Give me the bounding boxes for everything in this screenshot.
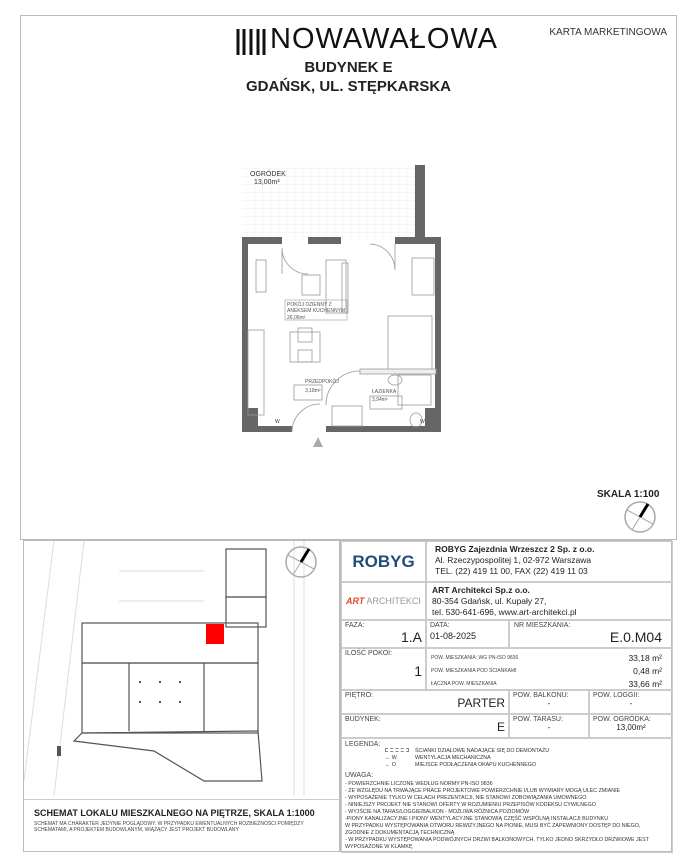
site-plan bbox=[24, 541, 341, 796]
pow-iso-label: POW. MIESZKANIA: WG PN-ISO 9836 bbox=[431, 654, 519, 661]
balkon-label: POW. BALKONU: bbox=[513, 692, 569, 699]
faza-label: FAZA: bbox=[345, 622, 365, 629]
living-label-2: ANEKSEM KUCHENNYM bbox=[287, 308, 346, 314]
architect-address: 80-354 Gdańsk, ul. Kupały 27, bbox=[432, 596, 547, 606]
pow-total-value: 33,66 m² bbox=[628, 678, 662, 689]
balkon-value: - bbox=[547, 699, 551, 708]
data-label: DATA: bbox=[430, 622, 450, 629]
budynek-label: BUDYNEK: bbox=[345, 716, 381, 723]
schema-note-1: SCHEMAT MA CHARAKTER JEDYNIE POGLĄDOWY. W PRZYPADKU EWENTUALNYCH ROZBIEŻNOŚCI POMIĘDZY bbox=[34, 821, 304, 827]
bath-area: 3,94m² bbox=[372, 397, 388, 403]
pow-total-label: ŁĄCZNA POW. MIESZKANIA bbox=[431, 680, 497, 687]
garden-label: OGRÓDEK bbox=[250, 171, 286, 178]
living-label-1: POKÓJ DZIENNY Z bbox=[287, 302, 332, 308]
pokoi-value: 1 bbox=[414, 663, 422, 679]
nr-label: NR MIESZKANIA: bbox=[514, 622, 571, 629]
loggia-label: POW. LOGGII: bbox=[593, 692, 640, 699]
art-logo: ART bbox=[346, 596, 365, 606]
uwaga-line: WYPOSAŻONE W KLAMKĘ bbox=[345, 844, 413, 850]
apartment-highlight bbox=[206, 624, 224, 644]
legend-symbol-w: ← W bbox=[385, 755, 397, 761]
legend-symbol-o: ← O bbox=[385, 762, 396, 768]
site-schema-panel bbox=[23, 540, 340, 852]
building: BUDYNEK E bbox=[304, 59, 393, 76]
uwaga-line: - POWIERZCHNIE LICZONE WEDŁUG NORMY PN-ISO 9836 bbox=[345, 781, 493, 787]
budynek-value: E bbox=[496, 720, 505, 734]
legend-item: ŚCIANKI DZIAŁOWE NADAJĄCE SIĘ DO DEMONTAŻU bbox=[415, 748, 550, 754]
robyg-logo: ROBYG bbox=[352, 551, 415, 571]
ogrodek-value: 13,00m² bbox=[616, 723, 646, 732]
loggia-value: - bbox=[629, 699, 633, 708]
pow-sc-value: 0,48 m² bbox=[633, 665, 662, 676]
card-type: KARTA MARKETINGOWA bbox=[549, 27, 667, 38]
entrance-arrow-icon bbox=[313, 437, 323, 447]
uwaga-line: - WYJŚCIE NA TARAS/LOGGIE/BALKON - MOŻLIWA RÓŻNICA POZIOMÓW bbox=[345, 809, 530, 815]
legend-title: LEGENDA: bbox=[345, 741, 381, 748]
pow-sc-label: POW. MIESZKANIA POD ŚCIANKAMI bbox=[431, 667, 517, 674]
vent-w-right: W bbox=[420, 419, 425, 425]
schema-note-2: SCHEMATAMI, A PROJEKTEM BUDOWLANYM, WIĄŻĄCY JEST PROJEKT BUDOWLANY bbox=[34, 827, 239, 833]
uwaga-line: - WYPOSAŻENIE TYLKO W CELACH PREZENTACJI, NIE STANOWI ZOBOWIĄZANIA UMOWNEGO bbox=[345, 795, 587, 801]
scale-label: SKALA 1:100 bbox=[597, 489, 660, 500]
pietro-value: PARTER bbox=[457, 696, 505, 710]
garden-area-label: 13,00m² bbox=[254, 179, 280, 186]
address: GDAŃSK, UL. STĘPKARSKA bbox=[245, 78, 451, 95]
developer-phone: TEL. (22) 419 11 00, FAX (22) 419 11 03 bbox=[435, 566, 588, 576]
nr-value: E.0.M04 bbox=[609, 629, 662, 645]
site-compass-icon bbox=[286, 547, 316, 577]
floor-plan bbox=[230, 160, 460, 450]
brand-logo-icon bbox=[234, 25, 268, 59]
uwaga-line: - ZE WZGLĘDU NA TRWAJĄCE PRACE PROJEKTOWE POWIERZCHNIE I/LUB WYMIARY MOGĄ ULEC ZMIANIE bbox=[345, 788, 621, 794]
brand-name: NOWAWAŁOWA bbox=[270, 23, 499, 55]
uwaga-line: -PIONY KANALIZACYJNE I PIONY WENTYLACYJNE STANOWIĄ CZĘŚĆ WSPÓLNĄ INSTALACJI BUDYNKU bbox=[345, 816, 609, 822]
hall-label: PRZEDPOKÓJ bbox=[305, 379, 339, 385]
building-title bbox=[0, 58, 697, 96]
architect-phone: tel. 530-641-696, www.art-architekci.pl bbox=[432, 607, 577, 617]
taras-value: - bbox=[547, 723, 551, 732]
compass-icon bbox=[622, 499, 658, 535]
pietro-label: PIĘTRO: bbox=[345, 692, 374, 699]
schema-title: SCHEMAT LOKALU MIESZKALNEGO NA PIĘTRZE, SKALA 1:1000 bbox=[34, 808, 315, 818]
uwaga-line: ZGODNIE Z DOKUMENTACJĄ TECHNICZNĄ bbox=[345, 830, 455, 836]
ogrodek-label: POW. OGRÓDKA: bbox=[593, 716, 651, 723]
hall-area: 3,18m² bbox=[305, 388, 321, 394]
pow-iso-value: 33,18 m² bbox=[628, 652, 662, 663]
developer-name: ROBYG Zajezdnia Wrzeszcz 2 Sp. z o.o. bbox=[435, 544, 595, 554]
data-value: 01-08-2025 bbox=[430, 631, 477, 641]
uwaga-line: - W PRZYPADKU WYSTĘPOWANIA PODWÓJNYCH DRZWI BALKONOWYCH, TYLKO JEDNO SKRZYDŁO DRZWIOWE JEST bbox=[345, 837, 649, 843]
legend-item: MIEJSCE PODŁĄCZENIA OKAPU KUCHENNEGO bbox=[415, 762, 536, 768]
bath-label: ŁAZIENKA bbox=[372, 389, 397, 395]
art-logo-text: ARCHITEKCI bbox=[366, 596, 421, 606]
developer-address: Al. Rzeczypospolitej 1, 02-972 Warszawa bbox=[435, 555, 592, 565]
living-area: 26,06m² bbox=[287, 315, 306, 321]
faza-value: 1.A bbox=[400, 629, 422, 645]
info-panel bbox=[340, 540, 672, 852]
uwaga-line: - NINIEJSZY PROJEKT NIE STANOWI OFERTY W ROZUMIENIU PRZEPISÓW KODEKSU CYWILNEGO bbox=[345, 802, 596, 808]
legend-item: WENTYLACJA MECHANICZNA bbox=[415, 755, 491, 761]
uwaga-line: W PRZYPADKU WYSTĘPOWANIA OTWORU REWIZYJNEGO NA PIONIE, MUSI BYĆ ZAPEWNIONY DOSTĘP DO NIEGO, bbox=[345, 823, 641, 829]
architect-name: ART Architekci Sp.z o.o. bbox=[432, 585, 530, 595]
vent-w-left: W bbox=[275, 419, 280, 425]
taras-label: POW. TARASU: bbox=[513, 716, 563, 723]
uwaga-title: UWAGA: bbox=[345, 772, 374, 779]
pokoi-label: ILOŚĆ POKOI: bbox=[345, 650, 393, 657]
